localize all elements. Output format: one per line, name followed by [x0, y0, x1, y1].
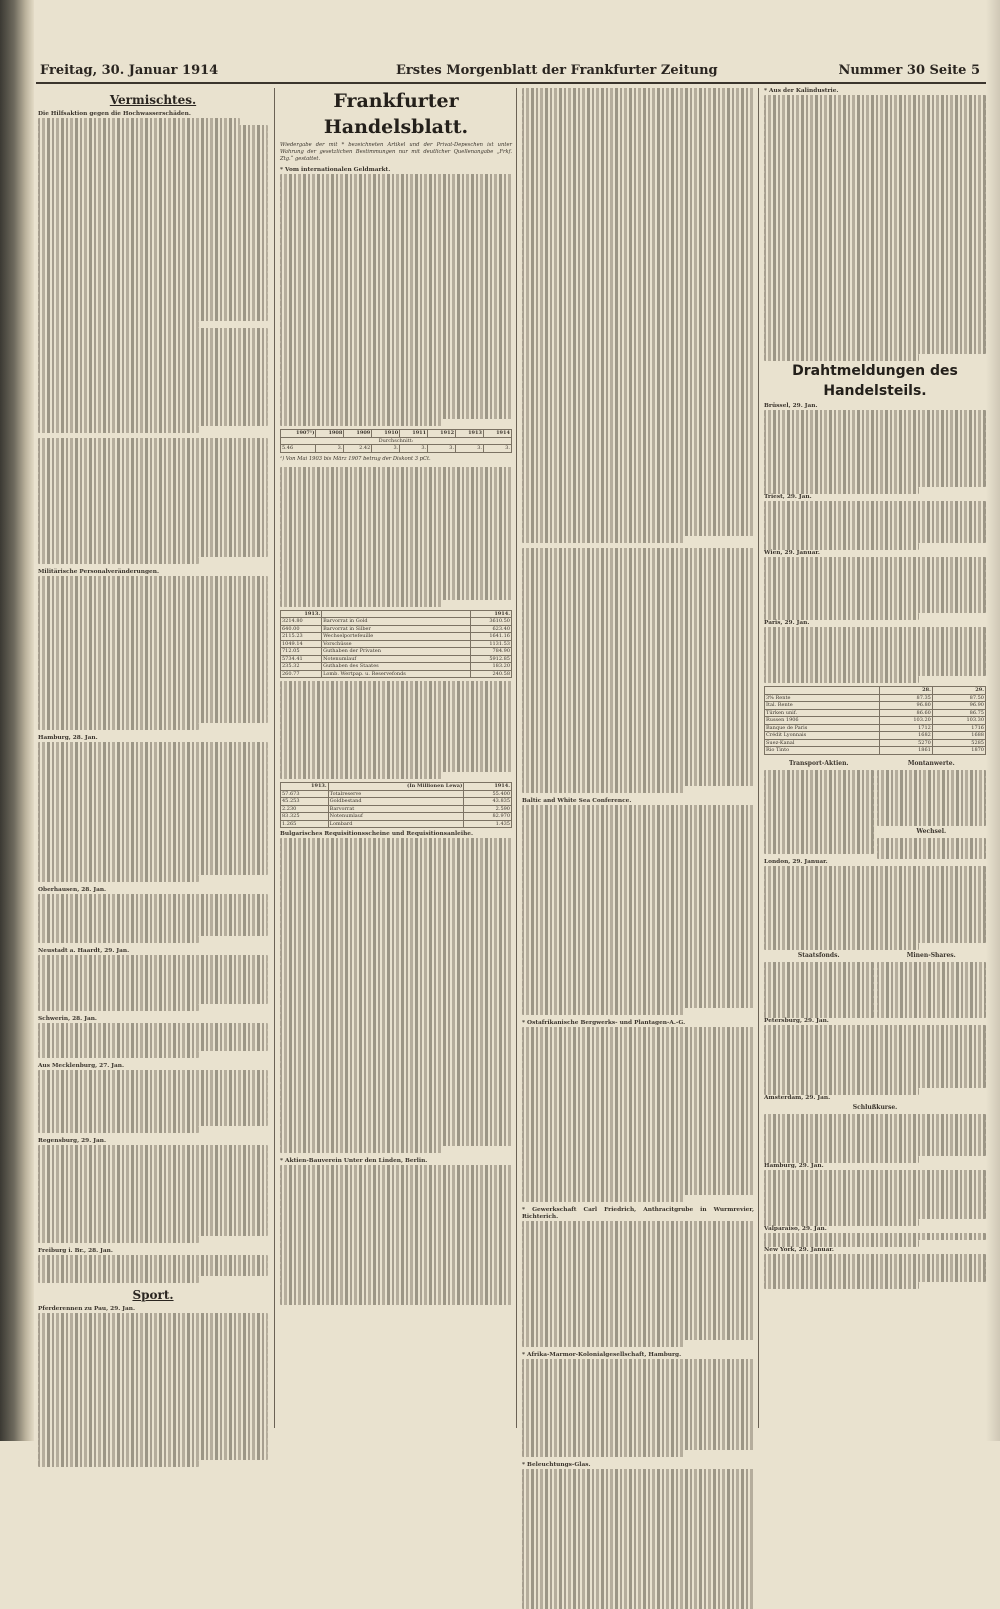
page-edge-shadow [986, 0, 1000, 1441]
article-heading: Oberhausen, 28. Jan. [38, 887, 107, 893]
table-footnote: ¹) Von Mai 1903 bis März 1907 betrug der Diskont 3 pCt. [280, 455, 431, 462]
article-heading: Hamburg, 28. Jan. [38, 735, 98, 741]
telegram-heading: Wien, 29. Januar. [764, 550, 820, 556]
subsection-title: Minen-Shares. [906, 951, 956, 959]
article-heading: Militärische Personalveränderungen. [38, 569, 159, 575]
article-heading: Freiburg i. Br., 28. Jan. [38, 1248, 113, 1254]
article-heading: * Aktien-Bauverein Unter den Linden, Berlin. [280, 1158, 428, 1164]
section-title-vermischtes: Vermischtes. [109, 93, 197, 107]
paris-quotes-table: 28. 29. 3% Rente 87.35 87.50 Ital. Rente 96.80 96.90 Türken unif. 86.60 86.75 Russen 1906 103.20 103.30 Banque de Paris 1712 1716 Crédit Lyonnais 1682 1688 Suez-Kanal 5270 5285 Rio Tinto 1861 1870 [766, 687, 984, 753]
column-rule [274, 88, 275, 1428]
column-drahtmeldungen [764, 88, 986, 1428]
article-heading: * Gewerkschaft Carl Friedrich, Anthracitgrube in Wurmrevier, Richterich. [522, 1207, 754, 1220]
telegram-heading: Triest, 29. Jan. [764, 494, 812, 500]
telegram-heading: Valparaiso, 29. Jan. [764, 1225, 827, 1232]
masthead-date: Freitag, 30. Januar 1914 [40, 63, 219, 78]
article-heading: Schwerin, 28. Jan. [38, 1016, 97, 1022]
article-heading: Neustadt a. Haardt, 29. Jan. [38, 948, 130, 954]
book-binding-edge [0, 0, 34, 1441]
discount-rate-table: 1907¹) 1908 1909 1910 1911 1912 1913 1914 Durchschnitt: 5.46 3. 2.42 3. 3. 3. 3. 3. [282, 430, 510, 451]
london-lists [764, 950, 986, 1018]
telegram-heading: London, 29. Januar. [764, 858, 828, 865]
section-title-drahtmeldungen: Drahtmeldungen des Handelsteils. [792, 363, 958, 399]
column-handelsblatt [280, 88, 512, 1428]
telegram-heading: Amsterdam, 29. Jan. [764, 1094, 831, 1101]
article-heading: Baltic and White Sea Conference. [522, 798, 632, 804]
section-title-handelsblatt: Frankfurter Handelsblatt. [323, 90, 469, 138]
article-heading: * Beleuchtungs-Glas. [522, 1462, 591, 1468]
article-heading: * Afrika-Marmor-Kolonialgesellschaft, Hamburg. [522, 1352, 682, 1358]
subsection-title: Schlußkurse. [852, 1103, 898, 1111]
column-rule [516, 88, 517, 1428]
subsection-title: Transport-Aktien. [788, 759, 849, 767]
column-rule [758, 88, 759, 1428]
column-vermischtes [38, 88, 268, 1428]
stock-lists [764, 758, 986, 859]
telegram-heading: Brüssel, 29. Jan. [764, 403, 818, 409]
article-heading: Bulgarisches Requisitionsscheine und Requisitionsanleihe. [280, 831, 473, 837]
newspaper-page [36, 60, 986, 1468]
article-heading: Regensburg, 29. Jan. [38, 1138, 106, 1144]
reichsbank-table: 1913. (In Millionen Lewa) 1914. 57.673 Totalreserve 55.400 45.253 Goldbestand 43.835 2.230 Barvorrat 2.590 83.325 Notenumlauf 82.970 1.265 Lombard 1.435 [282, 783, 510, 827]
telegram-heading: Hamburg, 29. Jan. [764, 1162, 824, 1169]
masthead-page-number: Nummer 30 Seite 5 [838, 63, 980, 78]
subsection-title: Wechsel. [916, 827, 947, 835]
bank-statement-table: 1913. 1914. 3214.80 Barvorrat in Gold 3610.50 640.00 Barvorrat in Silber 623.40 2115.23 Wechselportefeuille 1641.16 1049.14 Vorschüsse 1131.53 712.05 Guthaben der Privaten 784.90 5734.41 Notenumlauf 5912.85 235.32 Guthaben des Staates 183.20 260.77 Lomb. Wertpap. u. Reservefonds 240.58 [282, 610, 510, 677]
subsection-title: Staatsfonds. [797, 951, 840, 959]
article-heading: Aus Mecklenburg, 27. Jan. [38, 1063, 124, 1069]
telegram-heading: New York, 29. Januar. [764, 1246, 834, 1253]
column-handelsblatt-continued [522, 88, 754, 1468]
subsection-title: Montanwerte. [907, 759, 955, 767]
section-title-sport: Sport. [132, 1288, 174, 1302]
telegram-heading: Petersburg, 29. Jan. [764, 1017, 829, 1024]
article-heading: Die Hilfsaktion gegen die Hochwasserschäden. [38, 111, 191, 117]
article-heading: * Ostafrikanische Bergwerks- und Plantagen-A.-G. [522, 1020, 686, 1026]
masthead [36, 60, 986, 84]
telegram-heading: Paris, 29. Jan. [764, 620, 810, 626]
reprint-notice: Wiedergabe der mit * bezeichneten Artikel und der Privat-Depeschen ist unter Wahrung der gesetzlichen Bestimmungen nur mit deutlicher Quellenangabe „Frkf. Ztg.“ gestattet. [280, 142, 512, 162]
masthead-title: Erstes Morgenblatt der Frankfurter Zeitung [396, 63, 718, 78]
article-heading: * Aus der Kalindustrie. [764, 88, 839, 94]
article-heading: * Vom internationalen Geldmarkt. [280, 167, 391, 173]
article-heading: Pferderennen zu Pau, 29. Jan. [38, 1306, 135, 1312]
